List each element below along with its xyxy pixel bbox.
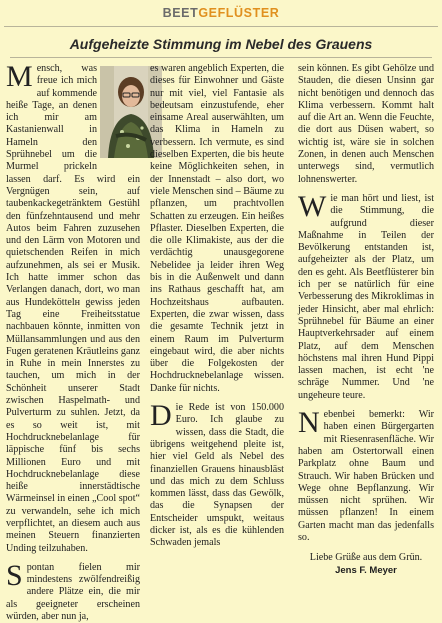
paragraph-text: ensch, was freue ich mich auf kommende heiße Tage, an denen ich mir am Kastanienwall in Hameln den Sprühnebel um die Murmel prickeln lassen darf. Es wird ein Vergnügen sein, auf taubenkackegetränktem Gestühl den fünfzehntausend und mehr Autos beim Fahren zuzusehen und den Lärm von Motoren und quietschenden Reifen in mich aufzunehmen, als sei er Musik. Ich hatte immer schon das Verlangen danach, dort, wo man aus Hundeköttelн gewiss jeden Tag eine Freiheitsstatue nachbauen könnte, inmitten von Müllansammlungen und aus den Fugen geratenen Kräutleins ganz in Ruhe in mein Innerstes zu tauchen, um mich in der Schönheit unserer Stadt zwischen Haspelmath- und Pulverturm zu suhlen. Jetzt, da es so weit ist, mit Hochdrucknebelanlage für läppische fünf bis sechs Millionen Euro und mit Hochdrucknebelanlage diese heiße innerstädtische Wärmeinsel in einen „Cool spot“ zu verwandeln, sehe ich mich verpflichtet, an diesem auch aus meinen Steuern finanzierten Unding teilzuhaben. <box>6 63 140 554</box>
paragraph-text: ebenbei bemerkt: Wir haben einen Bürgergarten mit Riesenrasenfläche. Wir haben am Ostertorwall einen Parkplatz ohne Baum und Strauch. Wir haben Brücken und Wege ohne Bepflanzung. Wir müssen nicht sprühen. Wir müssen pflanzen! In einem Garten macht man das jedenfalls so. <box>298 409 434 543</box>
author-name: Jens F. Meyer <box>335 564 397 576</box>
paragraph <box>6 60 140 555</box>
article-headline: Aufgeheizte Stimmung im Nebel des Grauens <box>69 36 373 52</box>
drop-cap: N <box>298 406 320 440</box>
paragraph <box>298 63 434 186</box>
paragraph <box>298 189 434 402</box>
drop-cap: S <box>6 558 23 592</box>
signoff-greeting: Liebe Grüße aus dem Grün. <box>309 552 423 564</box>
paragraph <box>6 558 140 623</box>
paragraph <box>150 399 284 550</box>
paragraph-text: sein können. Es gibt Gehölze und Stauden, die diesen Unsinn gar nicht benötigen und dennoch das Klima verbessern. Kommt halt auf die Art an. Wenn die Feuchte, die dort aus Düsen wabert, so wichtig ist, wäre sie in solchen Zonen, in denen auch Menschen unterwegs sind, vermutlich lohnenswerter. <box>298 63 434 185</box>
drop-cap: M <box>6 60 33 93</box>
article-column-3 <box>298 63 434 576</box>
headline-divider <box>10 57 432 58</box>
brand-part-beet: BEET <box>162 6 199 20</box>
article-column-2 <box>150 63 284 549</box>
article-column-1 <box>6 60 140 623</box>
paragraph-text: ie man hört und liest, ist die Stimmung, die aufgrund dieser Maßnahme in Teilen der Bevölkerung entstanden ist, aufgeheizter als der Platz, um den es geht. Als Beetflüsterer bin ich per se natürlich für eine Verbesserung des Mikroklimas in jeder Hinsicht, aber mal ehrlich: Sprühnebel für Bäume an einer Hauptverkehrsader auf einem Platz, auf dem Menschen höchstens mal ihren Hund Pippi lassen machen, ist echt 'ne schräge Nummer. Und 'ne ungeheure teure. <box>298 192 434 401</box>
drop-cap: W <box>298 189 327 223</box>
drop-cap: D <box>150 399 172 433</box>
section-brand <box>0 6 442 20</box>
paragraph <box>298 406 434 544</box>
paragraph-text: ie Rede ist von 150.000 Euro. Ich glaube zu wissen, dass die Stadt, die übrigens weitgehend pleite ist, hier viel Geld als Nebel des finanziellen Grauens hinausbläst und das mich zu dem Schluss kommen lässt, dass das Gewölk, das die Synapsen der Entscheider umspukt, weitaus dicker ist, als es die kühlenden Schwaden jemals <box>150 402 284 549</box>
paragraph-text: pontan fielen mir mindestens zwölfendreißig andere Plätze ein, die mir als geeigneter erscheinen würden, aber nun ja, <box>6 561 140 623</box>
brand-part-gefluester: GEFLÜSTER <box>198 6 280 20</box>
paragraph-text: es waren angeblich Experten, die dieses für Einwohner und Gäste nur mit viel, viel Fantasie als bedeutsam einzustufende, eher einsame Areal auserwählten, um das Klima in Hameln zu verbessern. Ich vermute, es sind dieselben Experten, die bis heute keine Möglichkeiten sehen, in der Innenstadt – also dort, wo viele Menschen sind – Bäume zu pflanzen, um prachtvollen Schatten zu erzeugen. Ein heißes Pflaster. Dieselben Experten, die die olle Klimakiste, aus der die verdächtig unausgegorene Nebelidee ja leider ihren Weg bis in die Außenwelt und dann ins Rathaus geschafft hat, am Hochzeitshaus aufbauten. Experten, die zwar wissen, dass die gesamte Technik jetzt in einem Raum im Pulverturm eingebaut wird, die aber nichts über die Folgekosten der Hochdrucknebelanlage wissen. Danke für nichts. <box>150 63 284 394</box>
paragraph <box>150 63 284 395</box>
brand-divider <box>4 26 438 27</box>
signoff <box>298 552 434 577</box>
